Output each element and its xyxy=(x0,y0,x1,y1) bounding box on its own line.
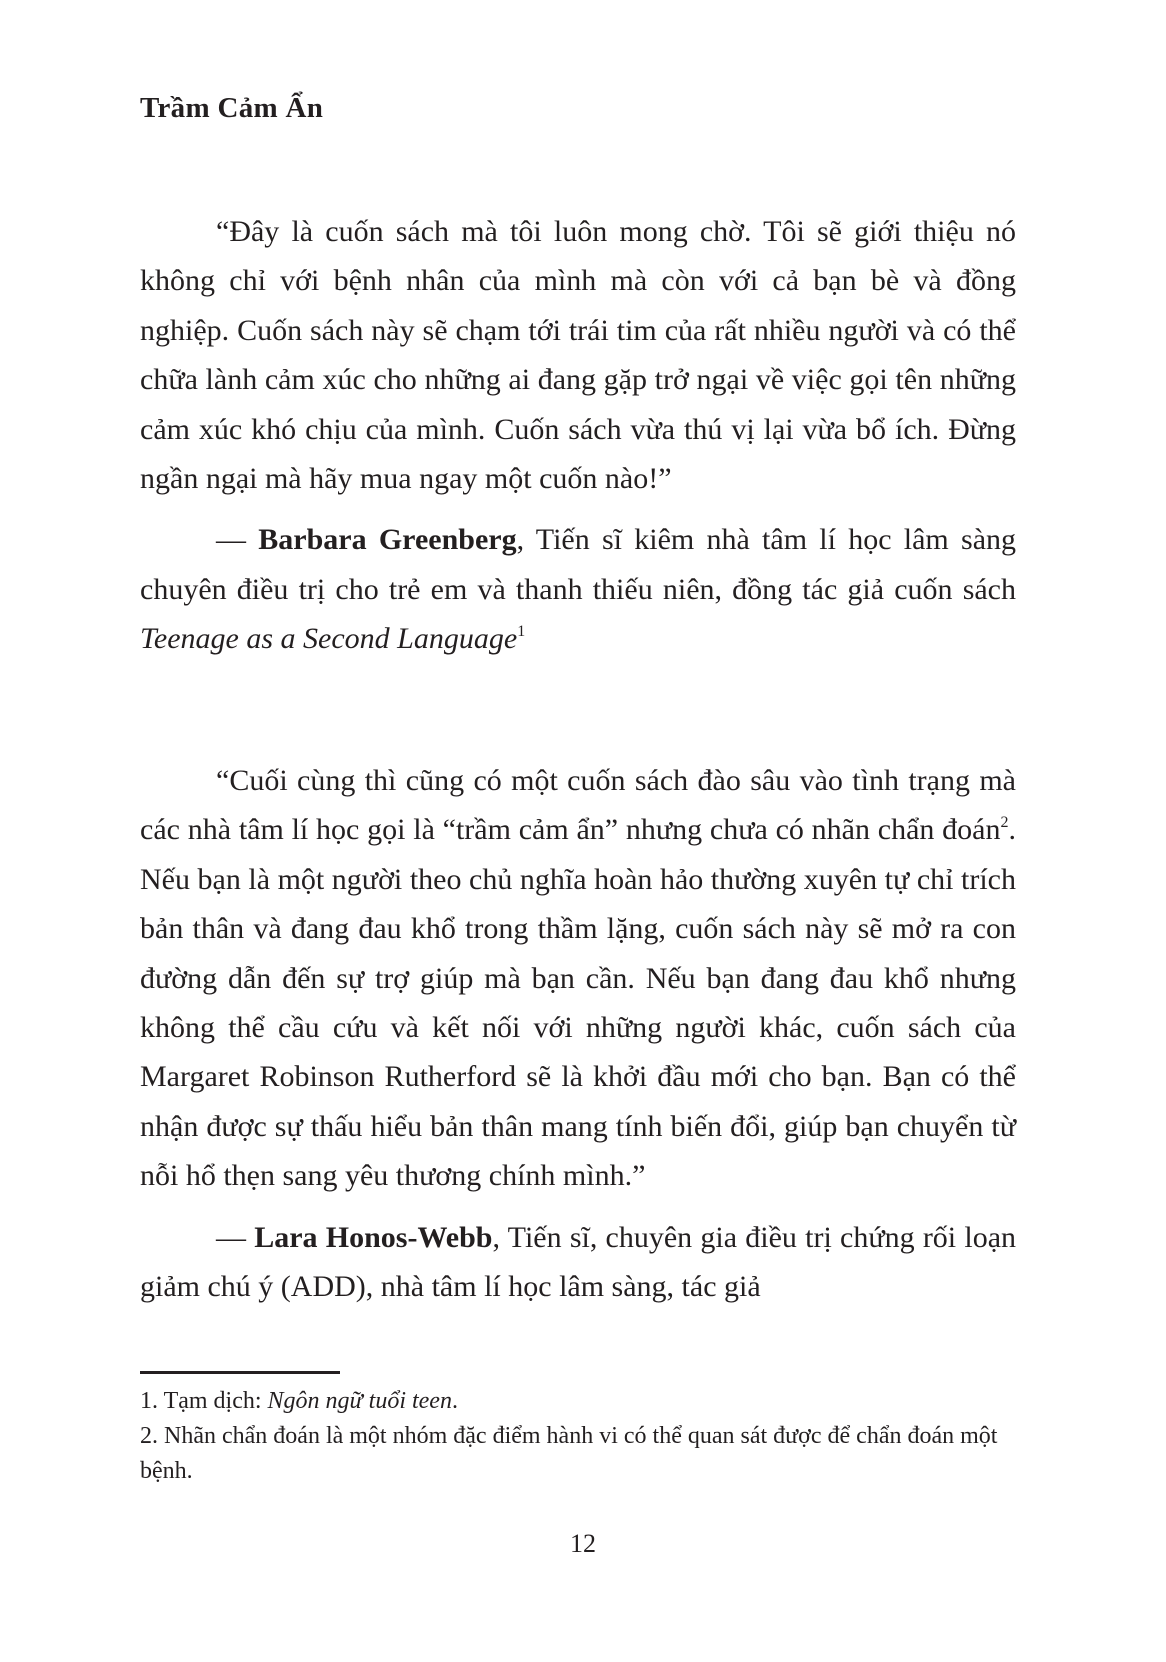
testimonial-attribution xyxy=(140,515,1016,663)
footnote-ref[interactable]: 1 xyxy=(517,623,526,641)
em-dash: — xyxy=(216,523,259,557)
author-credentials: , Tiến sĩ kiêm nhà tâm lí học lâm sàng chuyên điều trị cho trẻ em và thanh thiếu niên, đồng tác giả cuốn sách xyxy=(140,523,1017,606)
footnote-2: 2. Nhãn chẩn đoán là một nhóm đặc điểm hành vi có thể quan sát được để chẩn đoán một bệnh. xyxy=(140,1423,998,1484)
testimonial-honos-webb xyxy=(140,756,1016,1311)
author-credentials: , Tiến sĩ, chuyên gia điều trị chứng rối loạn giảm chú ý (ADD), nhà tâm lí học lâm sàng, tác giả xyxy=(140,1220,1017,1304)
quote-text: “Cuối cùng thì cũng có một cuốn sách đào sâu vào tình trạng mà các nhà tâm lí học gọi là “trầm cảm ẩn” nhưng chưa có nhãn chẩn đoán xyxy=(140,764,1016,847)
quote-text: . Nếu bạn là một người theo chủ nghĩa hoàn hảo thường xuyên tự chỉ trích bản thân và đang đau khổ trong thầm lặng, cuốn sách này sẽ mở ra con đường dẫn đến sự trợ giúp mà bạn cần. Nếu bạn đang đau khổ nhưng không thể cầu cứu và kết nối với những người khác, cuốn sách của Margaret Robinson Rutherford sẽ là khởi đầu mới cho bạn. Bạn có thể nhận được sự thấu hiểu bản thân mang tính biến đổi, giúp bạn chuyển từ nỗi hổ thẹn sang yêu thương chính mình.” xyxy=(140,813,1016,1193)
footnote-text: 1. Tạm dịch: xyxy=(140,1388,268,1414)
footnote-text: . xyxy=(451,1388,458,1414)
testimonial-attribution xyxy=(140,1213,1016,1312)
footnote-ref[interactable]: 2 xyxy=(1000,814,1009,832)
page-number: 12 xyxy=(570,1529,596,1558)
em-dash: — xyxy=(216,1220,255,1254)
author-name: Lara Honos-Webb xyxy=(254,1220,493,1254)
author-name: Barbara Greenberg xyxy=(258,523,517,557)
testimonial-quote xyxy=(140,756,1016,1201)
footnote-title: Ngôn ngữ tuổi teen xyxy=(267,1388,452,1414)
book-title: Teenage as a Second Language xyxy=(140,622,518,656)
footnote-divider xyxy=(140,1371,340,1374)
footnote-1 xyxy=(140,1384,1016,1419)
running-header: Trầm Cảm Ẩn xyxy=(140,92,324,124)
testimonial-greenberg xyxy=(140,207,1016,664)
footnotes xyxy=(140,1384,1016,1489)
testimonial-quote: “Đây là cuốn sách mà tôi luôn mong chờ. Tôi sẽ giới thiệu nó không chỉ với bệnh nhân của mình mà còn với cả bạn bè và đồng nghiệp. Cuốn sách này sẽ chạm tới trái tim của rất nhiều người và có thể chữa lành cảm xúc cho những ai đang gặp trở ngại về việc gọi tên những cảm xúc khó chịu của mình. Cuốn sách vừa thú vị lại vừa bổ ích. Đừng ngần ngại mà hãy mua ngay một cuốn nào!” xyxy=(140,215,1016,496)
